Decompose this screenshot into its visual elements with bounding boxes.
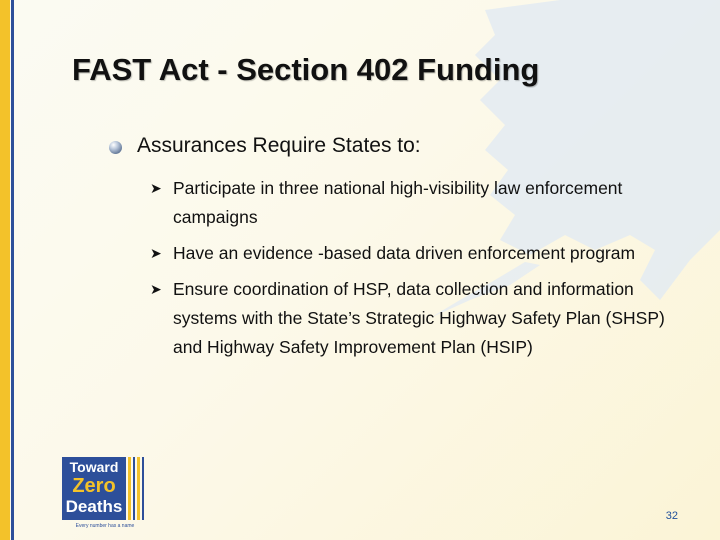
sub-bullet-text: Ensure coordination of HSP, data collection and information systems with the State’s Strategic Highway Safety Plan (SHSP) and Highway Safety Improvement Plan (HSIP) (173, 279, 665, 357)
logo-tagline: Every number has a name (75, 523, 135, 528)
logo-line3: Deaths (65, 497, 123, 516)
sub-bullet-list (150, 174, 670, 369)
main-bullet-text: Assurances Require States to: (137, 134, 421, 157)
logo-line2: Zero (72, 475, 116, 497)
arrow-bullet-icon: ➤ (150, 245, 162, 261)
toward-zero-deaths-logo (60, 456, 150, 528)
sphere-bullet-icon (109, 141, 122, 154)
sub-bullet-item (150, 275, 670, 362)
arrow-bullet-icon: ➤ (150, 281, 162, 297)
left-accent-bar-yellow (0, 0, 10, 540)
arrow-bullet-icon: ➤ (150, 180, 162, 196)
left-accent-bar-blue (11, 0, 14, 540)
sub-bullet-item (150, 174, 670, 232)
sub-bullet-item (150, 239, 670, 268)
logo-line1: Toward (69, 459, 119, 475)
page-number: 32 (665, 510, 678, 522)
sub-bullet-text: Participate in three national high-visibility law enforcement campaigns (173, 178, 623, 227)
sub-bullet-text: Have an evidence -based data driven enforcement program (173, 243, 636, 263)
slide-title: FAST Act - Section 402 Funding (72, 52, 540, 87)
